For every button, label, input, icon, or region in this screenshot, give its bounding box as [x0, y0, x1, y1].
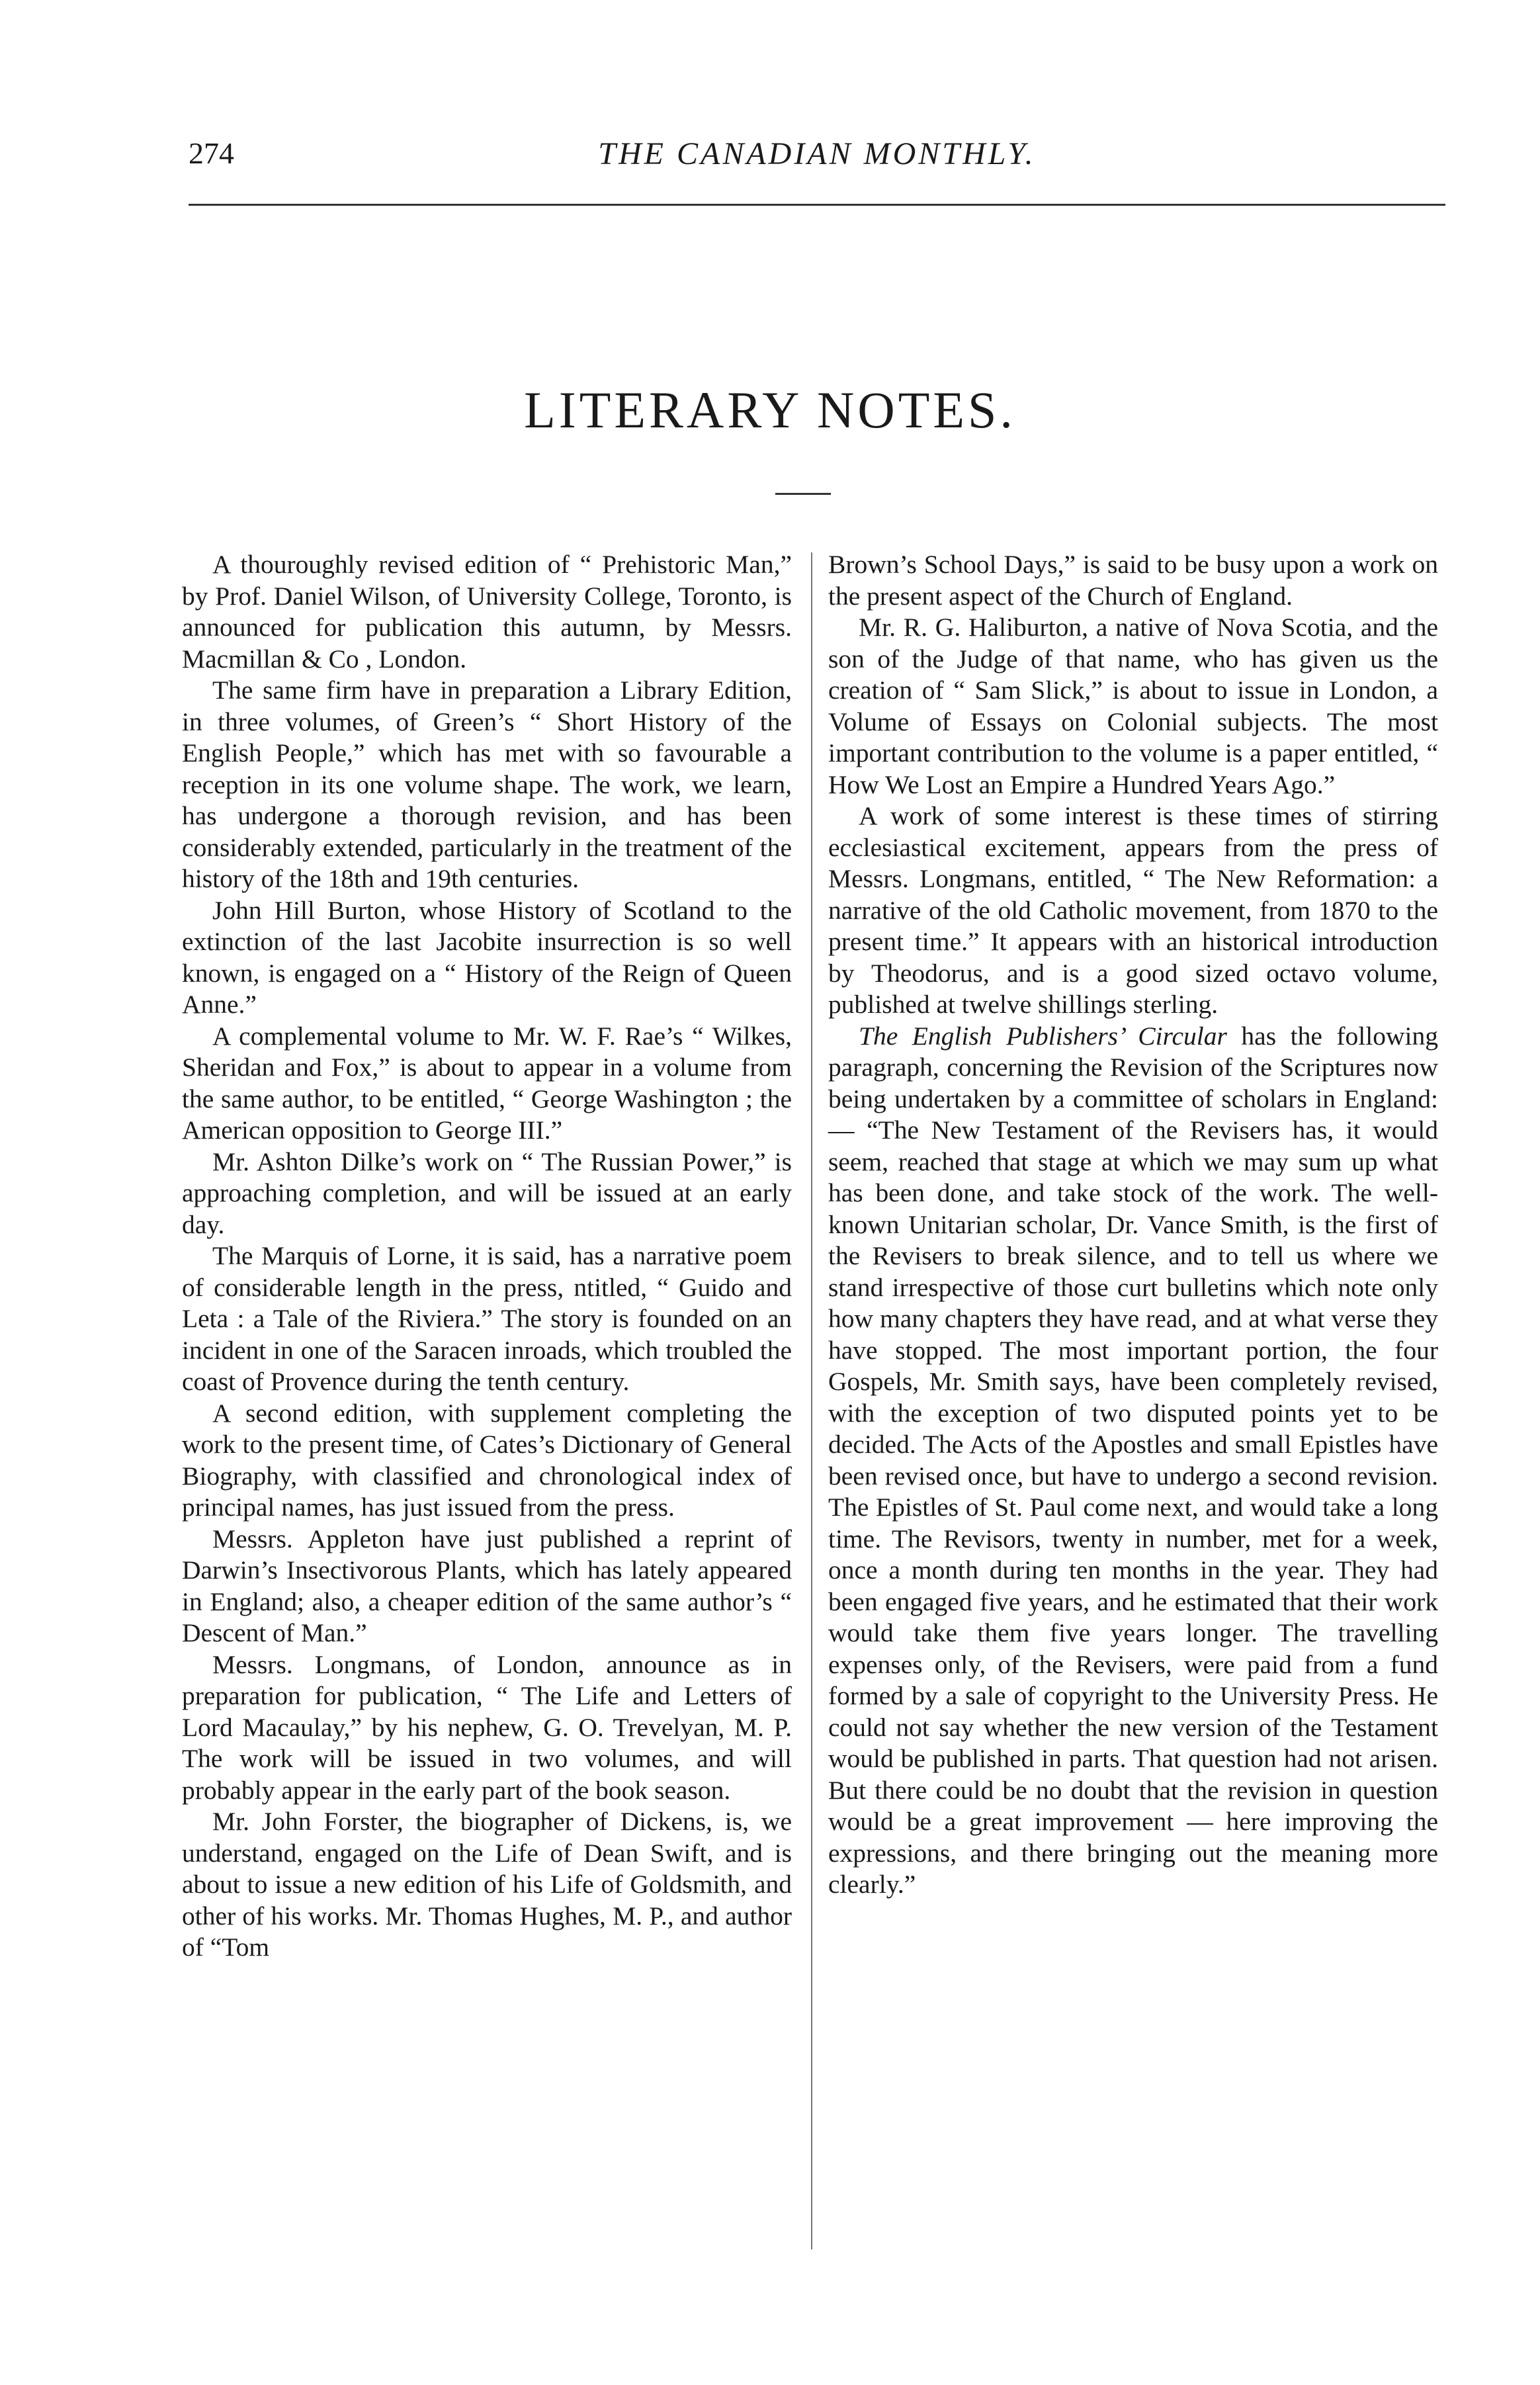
header-rule [189, 204, 1445, 206]
note-green-history: The same firm have in preparation a Library Edition, in three volumes, of Green’s “ Short History of the English People,” which has met with so favourable a reception in its one volume shape. The work, we learn, has undergone a thorough revision, and has been considerably extended, particularly in the treatment of the history of the 18th and 19th centuries. [182, 675, 792, 893]
note-lorne-poem: The Marquis of Lorne, it is said, has a narrative poem of considerable length in the press, ntitled, “ Guido and Leta : a Tale of the Riviera.” The story is founded on an incident in one of the Saracen inroads, which troubled the coast of Provence during the tenth century. [182, 1241, 792, 1396]
note-new-reformation: A work of some interest is these times of stirring ecclesiastical excitement, appears from the press of Messrs. Longmans, entitled, “ The New Reformation: a narrative of the old Catholic movement, from 1870 to the present time.” It appears with an historical introduction by Theodorus, and is a good sized octavo volume, published at twelve shillings sterling. [828, 801, 1438, 1019]
note-rae-washington: A complemental volume to Mr. W. F. Rae’s “ Wilkes, Sheridan and Fox,” is about to appear in a volume from the same author, to be entitled, “ George Washington ; the American opposition to George III.” [182, 1021, 792, 1145]
left-column [182, 549, 792, 1964]
running-head [189, 136, 1445, 189]
title-dash [775, 493, 831, 495]
right-column [828, 549, 1438, 1901]
note-burton-queen-anne: John Hill Burton, whose History of Scotland to the extinction of the last Jacobite insurrection is so well known, is engaged on a “ History of the Reign of Queen Anne.” [182, 895, 792, 1019]
note-revision-scriptures [828, 1021, 1438, 1901]
note-longmans-macaulay: Messrs. Longmans, of London, announce as in preparation for publication, “ The Life and Letters of Lord Macaulay,” by his nephew, G. O. Trevelyan, M. P. The work will be issued in two volumes, and will probably appear in the early part of the book season. [182, 1649, 792, 1805]
journal-title: THE CANADIAN MONTHLY. [598, 136, 1036, 171]
note-appleton-darwin: Messrs. Appleton have just published a reprint of Darwin’s Insectivorous Plants, which has lately appeared in England; also, a cheaper edition of the same author’s “ Descent of Man.” [182, 1524, 792, 1647]
revision-scriptures-text: has the following paragraph, concerning the Revision of the Scriptures now being undertaken by a committee of scholars in England: — “The New Testament of the Revisers has, it would seem, reached that stage at which we may sum up what has been done, and take stock of the work. The well-known Unitarian scholar, Dr. Vance Smith, is the first of the Revisers to break silence, and to tell us where we stand irrespective of those curt bulletins which note only how many chapters they have read, and at what verse they have stopped. The most important portion, the four Gospels, Mr. Smith says, have been completely revised, with the exception of two disputed points yet to be decided. The Acts of the Apostles and small Epistles have been revised once, but have to undergo a second revision. The Epistles of St. Paul come next, and would take a long time. The Revisors, twenty in number, met for a week, once a month during ten months in the year. They had been engaged five years, and he estimated that their work would take them five years longer. The travelling expenses only, of the Revisers, were paid from a fund formed by a sale of copyright to the University Press. He could not say whether the new version of the Testament would be published in parts. That question had not arisen. But there could be no doubt that the revision in question would be a great improvement — here improving the expressions, and there bringing out the meaning more clearly.” [828, 1021, 1438, 1899]
note-cates-dictionary: A second edition, with supplement completing the work to the present time, of Cates’s Dictionary of General Biography, with classified and chronological index of principal names, has just issued from the press. [182, 1398, 792, 1522]
note-dilke-russian-power: Mr. Ashton Dilke’s work on “ The Russian Power,” is approaching completion, and will be issued at an early day. [182, 1147, 792, 1239]
page-number: 274 [189, 136, 234, 170]
note-haliburton-essays: Mr. R. G. Haliburton, a native of Nova Scotia, and the son of the Judge of that name, who has given us the creation of “ Sam Slick,” is about to issue in London, a Volume of Essays on Colonial subjects. The most important contribution to the volume is a paper entitled, “ How We Lost an Empire a Hundred Years Ago.” [828, 613, 1438, 799]
note-prehistoric-man: A thouroughly revised edition of “ Prehistoric Man,” by Prof. Daniel Wilson, of University College, Toronto, is announced for publication this autumn, by Messrs. Macmillan & Co , London. [182, 550, 792, 673]
publishers-circular-title: The English Publishers’ Circular [859, 1021, 1227, 1051]
note-forster-swift: Mr. John Forster, the biographer of Dickens, is, we understand, engaged on the Life of Dean Swift, and is about to issue a new edition of his Life of Goldsmith, and other of his works. Mr. Thomas Hughes, M. P., and author of “Tom [182, 1807, 792, 1962]
section-title: LITERARY NOTES. [524, 381, 1016, 439]
note-hughes-continued: Brown’s School Days,” is said to be busy upon a work on the present aspect of the Church of England. [828, 550, 1438, 611]
column-divider [811, 552, 812, 2249]
